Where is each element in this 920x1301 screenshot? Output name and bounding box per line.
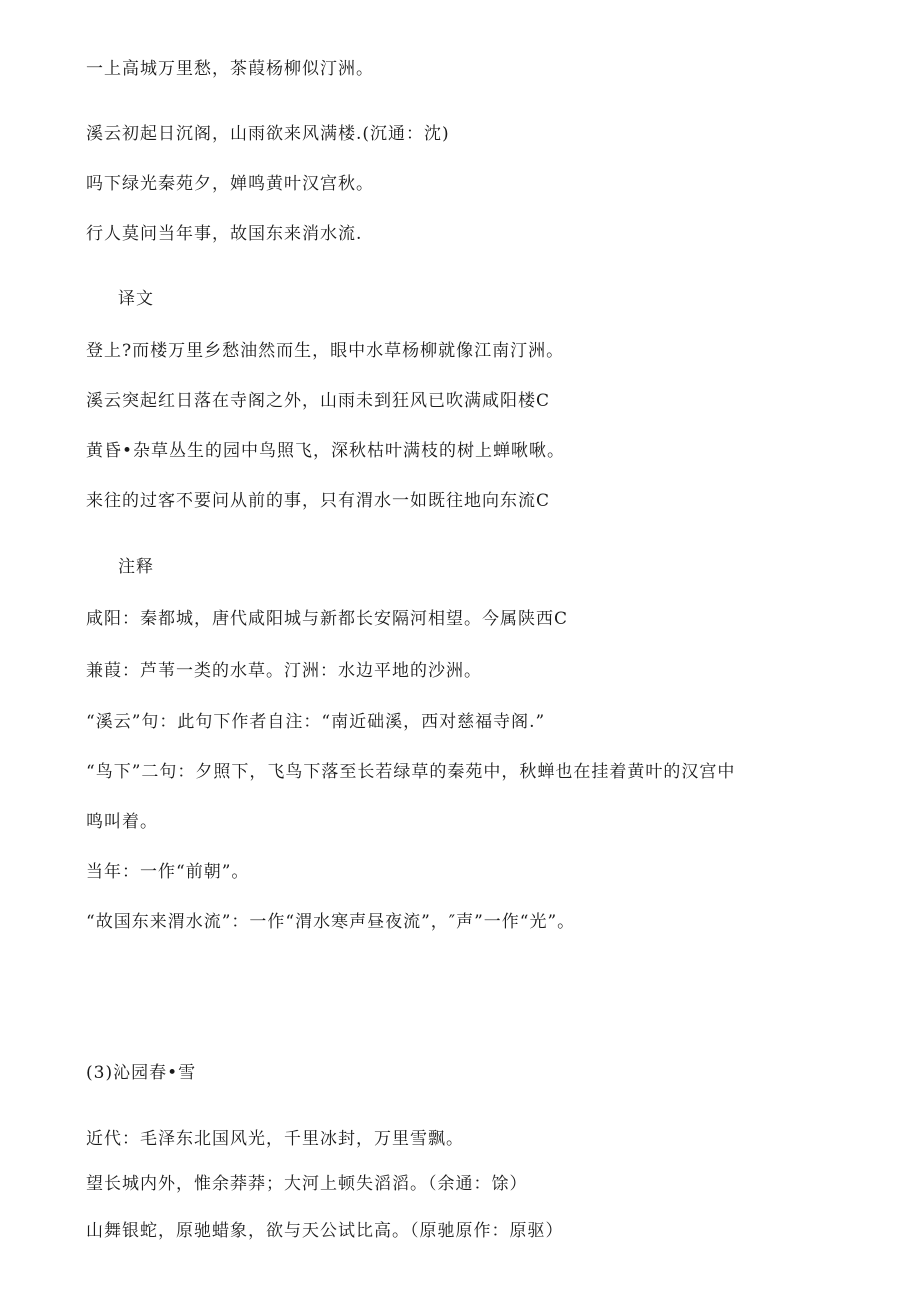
note-line-2: 兼葭：芦苇一类的水草。汀洲：水边平地的沙洲。 bbox=[86, 661, 482, 681]
note-line-4: “鸟下”二句：夕照下，飞鸟下落至长若绿草的秦苑中，秋蝉也在挂着黄叶的汉宫中 bbox=[86, 762, 736, 782]
note-line-3: “溪云”句：此句下作者自注：“南近础溪，西对慈福寺阁.” bbox=[86, 712, 546, 732]
section-3-title: (3)沁园春•雪 bbox=[86, 1063, 197, 1083]
poem-line-3: 吗下绿光秦苑夕，婵鸣黄叶汉宫秋。 bbox=[86, 174, 374, 194]
section-3-line-2: 望长城内外，惟余莽莽；大河上顿失滔滔。（余通：馀） bbox=[86, 1174, 528, 1194]
translation-line-3: 黄昏•杂草丛生的园中鸟照飞，深秋枯叶满枝的树上蝉啾啾。 bbox=[86, 441, 566, 461]
translation-line-2: 溪云突起红日落在寺阁之外，山雨未到狂风已吹满咸阳楼C bbox=[86, 391, 551, 411]
poem-line-2: 溪云初起日沉阁，山雨欲来风满楼.(沉通：沈) bbox=[86, 124, 450, 144]
translation-heading: 译文 bbox=[118, 289, 154, 309]
note-line-1: 咸阳：秦都城，唐代咸阳城与新都长安隔河相望。今属陕西C bbox=[86, 609, 569, 629]
section-3-line-3: 山舞银蛇，原驰蜡象，欲与天公试比高。（原驰原作：原驱） bbox=[86, 1221, 564, 1241]
translation-line-1: 登上?而楼万里乡愁油然而生，眼中水草杨柳就像江南汀洲。 bbox=[86, 341, 565, 361]
note-line-7: “故国东来渭水流”：一作“渭水寒声昼夜流”，″声”一作“光”。 bbox=[86, 912, 576, 932]
note-line-6: 当年：一作“前朝”。 bbox=[86, 862, 250, 882]
notes-heading: 注释 bbox=[118, 557, 154, 577]
note-line-5: 鸣叫着。 bbox=[86, 812, 158, 832]
poem-line-4: 行人莫问当年事，故国东来消水流. bbox=[86, 224, 363, 244]
translation-line-4: 来往的过客不要问从前的事，只有渭水一如既往地向东流C bbox=[86, 491, 551, 511]
poem-line-1: 一上高城万里愁，茶葭杨柳似汀洲。 bbox=[86, 59, 374, 79]
section-3-line-1: 近代：毛泽东北国风光，千里冰封，万里雪飘。 bbox=[86, 1129, 464, 1149]
